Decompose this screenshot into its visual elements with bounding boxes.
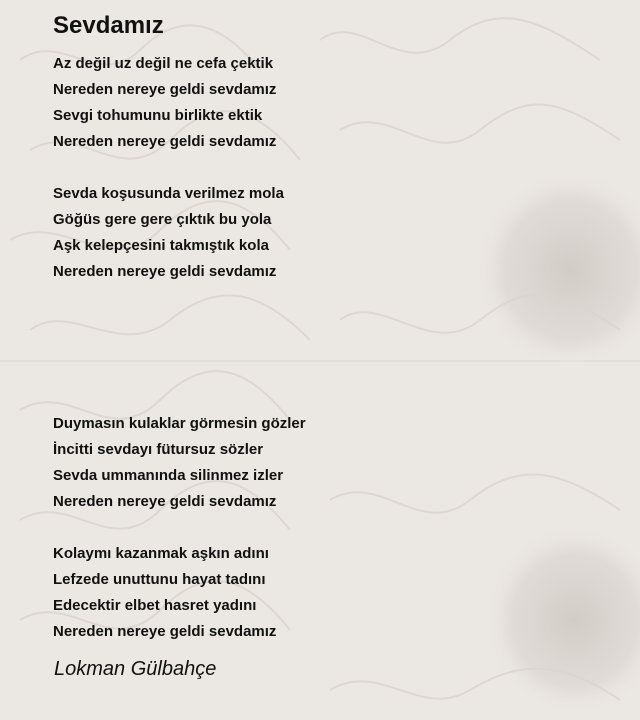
poem-line: Az değil uz değil ne cefa çektik [53,55,274,72]
poem-line: Sevda koşusunda verilmez mola [53,185,284,202]
poem-line: Nereden nereye geldi sevdamız [53,493,277,510]
poem-author: Lokman Gülbahçe [54,658,217,680]
poem-line: Nereden nereye geldi sevdamız [53,133,277,150]
poem-line: Sevgi tohumunu birlikte ektik [53,107,263,124]
stanza-3 [53,411,306,515]
poem-line: Göğüs gere gere çıktık bu yola [53,211,272,228]
poem-line: Lefzede unuttunu hayat tadını [53,571,266,588]
poem-line: Nereden nereye geldi sevdamız [53,623,277,640]
poem-line: Nereden nereye geldi sevdamız [53,263,277,280]
stanza-2 [53,181,284,285]
stanza-1 [53,51,276,155]
poem-title: Sevdamız [53,12,164,39]
poem-line: Sevda ummanında silinmez izler [53,467,284,484]
poem-line: Nereden nereye geldi sevdamız [53,81,277,98]
poem-line: Duymasın kulaklar görmesin gözler [53,415,306,432]
poem-line: İncitti sevdayı fütursuz sözler [53,441,264,458]
poem-line: Kolaymı kazanmak aşkın adını [53,545,269,562]
poem-line: Aşk kelepçesini takmıştık kola [53,237,269,254]
stanza-4 [53,541,276,645]
poem-line: Edecektir elbet hasret yadını [53,597,257,614]
